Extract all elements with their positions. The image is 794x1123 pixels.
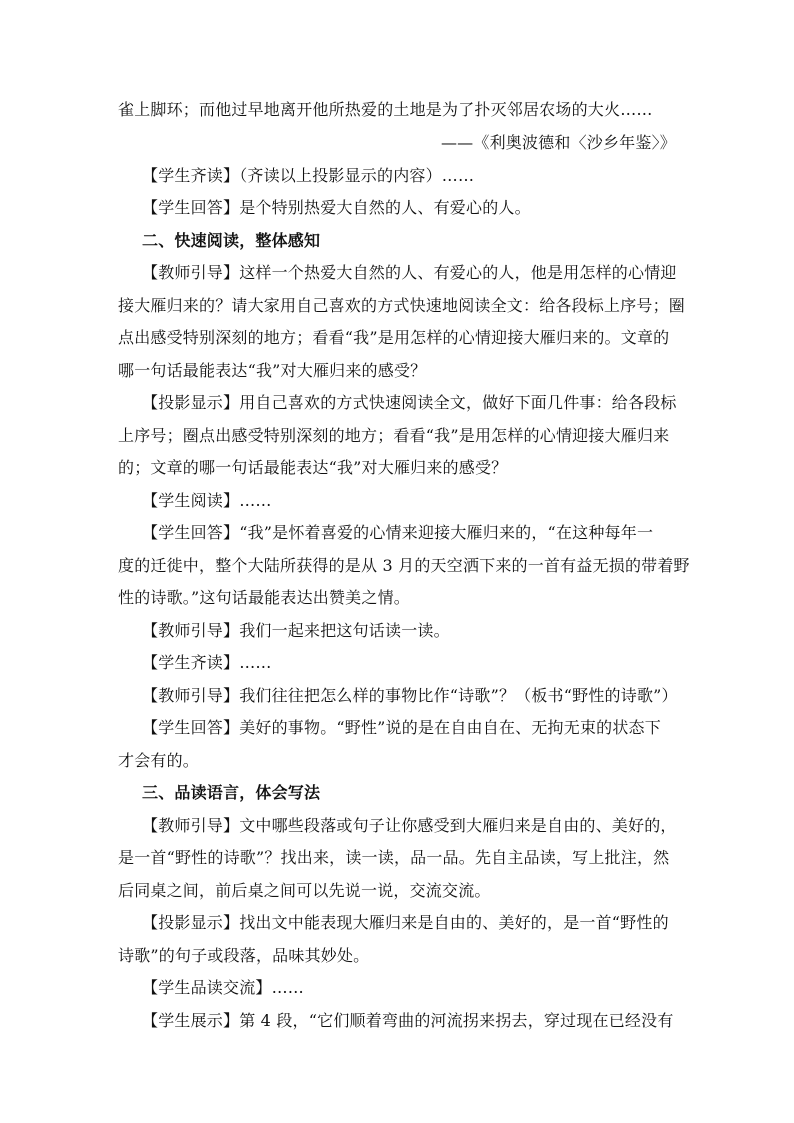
text-line: 【学生回答】美好的事物。“野性”说的是在自由自在、无拘无束的状态下 bbox=[142, 718, 661, 737]
citation-line: ——《利奥波德和〈沙乡年鉴〉》 bbox=[440, 133, 676, 152]
text-line: 【教师引导】我们一起来把这句话读一读。 bbox=[142, 621, 450, 640]
text-line: 【学生回答】是个特别热爱大自然的人、有爱心的人。 bbox=[142, 198, 531, 217]
text-line: 【学生展示】第 4 段，“它们顺着弯曲的河流拐来拐去，穿过现在已经没有 bbox=[142, 1011, 674, 1030]
text-line: 【学生齐读】（齐读以上投影显示的内容）…… bbox=[142, 166, 475, 185]
section-heading: 三、品读语言，体会写法 bbox=[142, 783, 321, 802]
text-line: 是一首“野性的诗歌”？找出来，读一读，品一品。先自主品读，写上批注，然 bbox=[118, 848, 670, 867]
text-line: 度的迁徙中，整个大陆所获得的是从 3 月的天空洒下来的一首有益无损的带着野 bbox=[118, 556, 690, 575]
text-line: 【学生阅读】…… bbox=[142, 491, 272, 510]
text-line: 点出感受特别深刻的地方；看看“我”是用怎样的心情迎接大雁归来的。文章的 bbox=[118, 328, 670, 347]
text-line: 上序号；圈点出感受特别深刻的地方；看看“我”是用怎样的心情迎接大雁归来 bbox=[118, 426, 670, 445]
text-line: 性的诗歌。”这句话最能表达出赞美之情。 bbox=[118, 588, 410, 607]
text-line: 【投影显示】用自己喜欢的方式快速阅读全文，做好下面几件事：给各段标 bbox=[142, 393, 677, 412]
text-line: 接大雁归来的？请大家用自己喜欢的方式快速地阅读全文：给各段标上序号；圈 bbox=[118, 296, 686, 315]
text-line: 的；文章的哪一句话最能表达“我”对大雁归来的感受？ bbox=[118, 458, 508, 477]
text-line: 【教师引导】这样一个热爱大自然的人、有爱心的人，他是用怎样的心情迎 bbox=[142, 263, 677, 282]
text-line: 【教师引导】我们往往把怎么样的事物比作“诗歌”？（板书“野性的诗歌”） bbox=[142, 686, 678, 705]
text-line: 【学生回答】“我”是怀着喜爱的心情来迎接大雁归来的，“在这种每年一 bbox=[142, 523, 654, 542]
text-line: 雀上脚环；而他过早地离开他所热爱的土地是为了扑灭邻居农场的大火…… bbox=[118, 100, 653, 119]
text-line: 才会有的。 bbox=[118, 751, 200, 770]
text-line: 【学生齐读】…… bbox=[142, 653, 272, 672]
section-heading: 二、快速阅读，整体感知 bbox=[142, 231, 321, 250]
text-line: 后同桌之间，前后桌之间可以先说一说，交流交流。 bbox=[118, 881, 491, 900]
text-line: 哪一句话最能表达“我”对大雁归来的感受？ bbox=[118, 361, 427, 380]
text-line: 【学生品读交流】…… bbox=[142, 978, 305, 997]
text-line: 【教师引导】文中哪些段落或句子让你感受到大雁归来是自由的、美好的， bbox=[142, 816, 677, 835]
text-line: 【投影显示】找出文中能表现大雁归来是自由的、美好的，是一首“野性的 bbox=[142, 913, 669, 932]
text-line: 诗歌”的句子或段落，品味其妙处。 bbox=[118, 946, 370, 965]
